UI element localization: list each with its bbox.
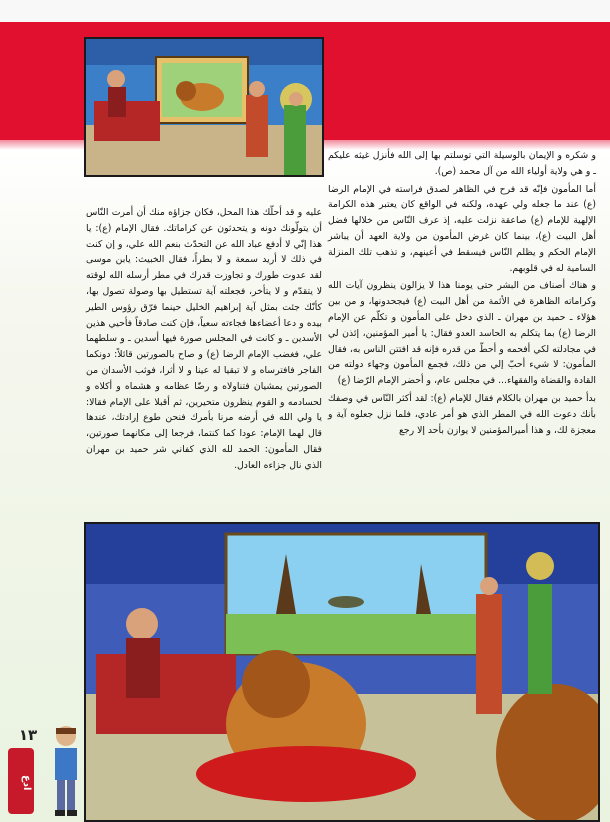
top-margin [0,0,610,22]
paragraph: عليه و قد أحلّك هذا المحل، فكان جزاؤه منك أن أمرت النّاس أن يتولّونك دونه و يتحدثون عن كراماتك. فقال الإمام (ع): يا هذا إنّي لا أدفع عباد الله عن التحدّث بنعم الله علي، و إن كنت في ذلك لا أريد سمعة و لا بطراً، فقال الخبيث: يابن موسى لقد عدوت طورك و تجاوزت قدرك في مطر أرسله الله لوقته لا يتقدّم و لا يتأخر، فجعلته آية تستطيل بها وصولة تصول بها، كأنّك جئت بمثل آية إبراهيم الخليل حينما فرّق رؤوس الطير بيده و دعا أعضاءها فجاءته سعياً، فإن كنت صادقاً فأحيي هذين الأسدين ـ و كانت في المجلس صورة فيها أسدين ـ و سلطهما علي، فغضب الإمام الرضا (ع) و صاح بالصورتين قائلاً: دونكما الفاجر فافترساه و لا تبقيا له عينا و لا أثرا، فوثب الأسدان من الصورتين يمشيان فتناولاه و رضّا عظامه و هشماه و أكلاه و لحسادمه و القوم ينظرون متحيرين، ثم أقبلا على الإمام فقالا: يا ولي الله في أرضه مرنا بأمرك فنحن طوع إرادتك، عندها قال لهما الإمام: عودا كما كنتما، فرجعا إلى مكانهما صورتين، فقال المأمون: الحمد لله الذي كفاني شر حميد بن مهران الذي نال جزاءه العادل. [86,207,322,471]
paragraph: بدأ حميد بن مهران بالكلام فقال للإمام (ع): لقد أكثر النّاس في وصفك بأنك دعوت الله في المطر الذي هو أمر عادي، فلما نزل جعلوه آية و معجزة لك، و هذا أميرالمؤمنين لا يوازن بأحد إلا رجع [328,392,596,436]
throne-room-lion-scene [86,39,322,175]
boy-figure-illustration [46,722,86,818]
bottom-illustration [84,522,600,822]
page-number: ١٣ [18,726,38,744]
paragraph: و هناك أصناف من البشر حتى يومنا هذا لا يزالون ينظرون آيات الله وكراماته الظاهرة في الأئمة من أهل البيت (ع) فيجحدونها، و من بين هؤلاء ـ حميد بن مهران ـ الذي دخل على المأمون و تكلّم عن الإمام الرضا (ع) بما يتكلم به الحاسد العدو فقال: يا أمير المؤمنين، إئذن لي في مجادلته لكي أفحمه و أحطّ من قدره فإنه قد افتتن الناس به، فقال المأمون: لا شيء أحبّ إلي من ذلك، فجمع المأمون وجهاء دولته من القادة والقضاة والفقهاء... في مجلس عام، و أحضر الإمام الرّضا (ع) [328,280,596,387]
lion-attack-scene [86,524,598,820]
paragraph: أما المأمون فإنّه قد فرح في الظاهر لصدق فراسته في الإمام الرضا (ع) عند ما جعله ولي عهده، ولكنه في الواقع كان يعتبر هذه الكرامة الإلهية للإمام (ع) صاعقة نزلت عليه، إذ عرف النّاس من خلالها فضل أهل البيت (ع)، بينما كان غرض المأمون من ولاية العهد أن يباشر الإمام الحكم و يظلم النّاس فيسقط في أعينهم، و تذهب تلك المنزلة السامية له في قلوبهم. [328,183,596,274]
paragraph: و شكره و الإيمان بالوسيلة التي توسلتم بها إلى الله فأنزل غيثه عليكم ـ و هي ولاية أولياء الله من آل محمد (ص). [328,150,596,177]
top-illustration [84,37,324,177]
right-text-column [328,148,596,440]
boy-figure [46,722,86,818]
side-label: ادع [21,775,32,791]
left-text-column [86,205,322,476]
